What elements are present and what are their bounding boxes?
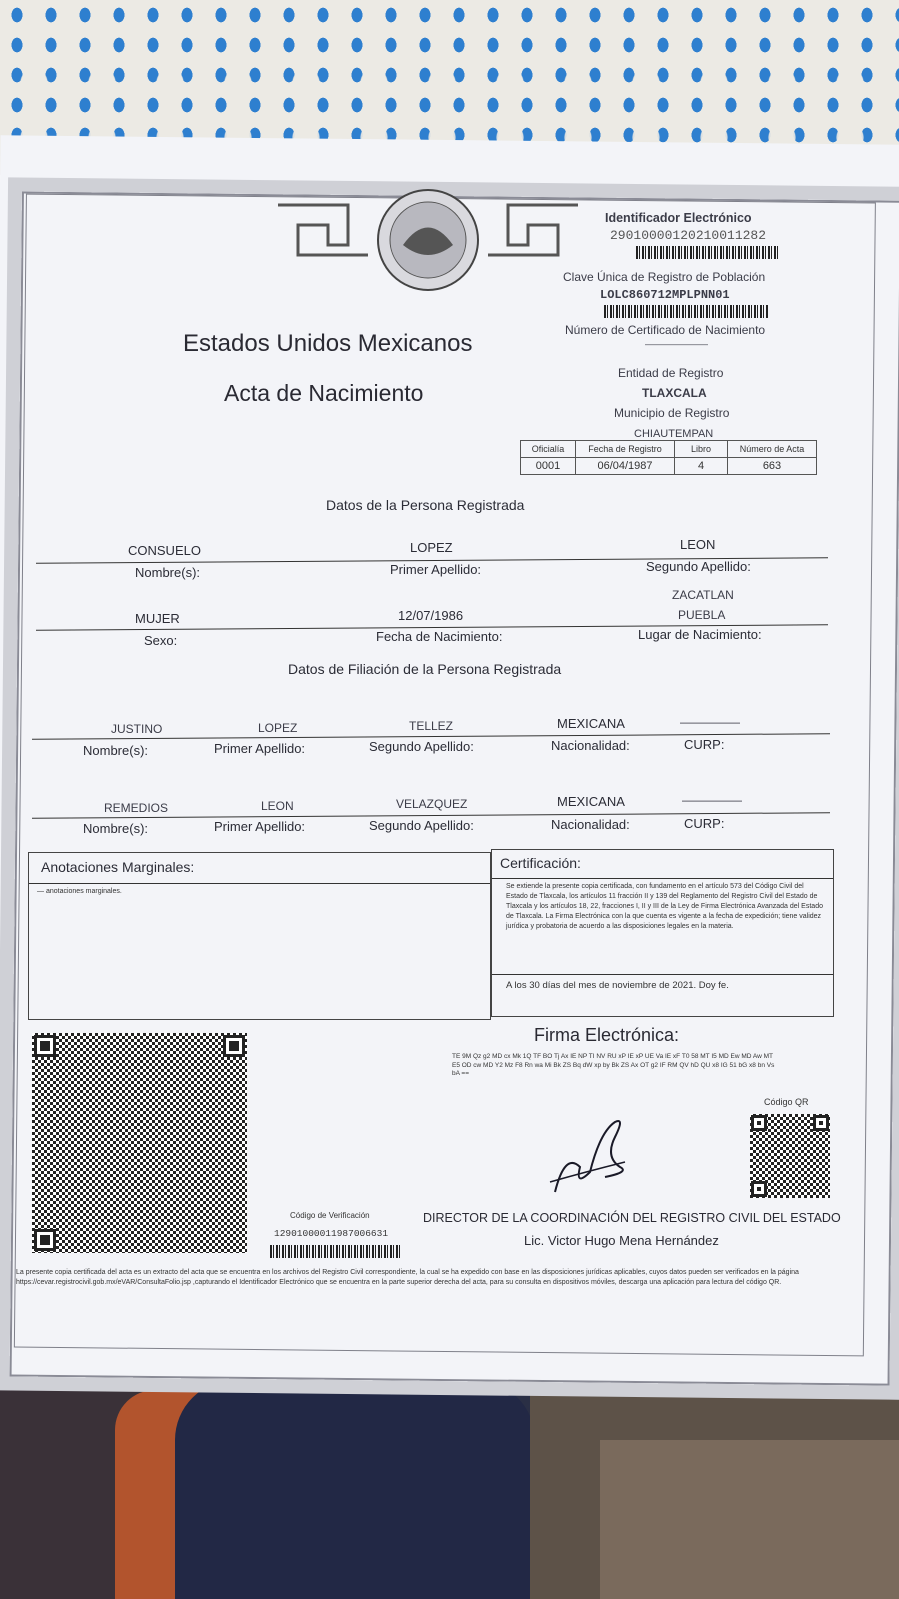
certificado-label: Número de Certificado de Nacimiento <box>565 323 766 337</box>
director-title: DIRECTOR DE LA COORDINACIÓN DEL REGISTRO CIVIL DEL ESTADO <box>423 1211 841 1225</box>
verification-qr-code-small <box>750 1114 830 1198</box>
firma-title: Firma Electrónica: <box>534 1025 680 1045</box>
certificacion-title: Certificación: <box>500 855 581 871</box>
fecha-registro-value: 06/04/1987 <box>576 458 675 475</box>
padre1-nacionalidad-label: Nacionalidad: <box>551 738 630 753</box>
th-numero-acta: Número de Acta <box>728 441 817 458</box>
anotaciones-box <box>28 852 491 1020</box>
country-title: Estados Unidos Mexicanos <box>183 330 473 357</box>
primer-apellido-label: Primer Apellido: <box>390 562 482 577</box>
registro-table <box>520 440 817 475</box>
lugar-line1: ZACATLAN <box>672 588 734 602</box>
padre1-primer: LOPEZ <box>258 721 298 735</box>
nombre-label: Nombre(s): <box>135 565 201 580</box>
sexo-label: Sexo: <box>144 633 178 648</box>
identificador-label: Identificador Electrónico <box>605 211 752 225</box>
padre1-primer-label: Primer Apellido: <box>214 741 306 756</box>
padre2-curp: ————— <box>682 793 742 807</box>
padre1-curp: ————— <box>680 715 740 729</box>
libro-value: 4 <box>675 458 728 475</box>
lugar-nacimiento-label: Lugar de Nacimiento: <box>638 627 762 642</box>
filiacion-section-title: Datos de Filiación de la Persona Registrada <box>288 661 562 677</box>
anotaciones-text: — anotaciones marginales. <box>37 888 122 895</box>
municipio-value: CHIAUTEMPAN <box>634 428 714 440</box>
curp-label: Clave Única de Registro de Población <box>563 270 766 284</box>
segundo-apellido-label: Segundo Apellido: <box>646 559 751 574</box>
padre1-segundo: TELLEZ <box>409 719 454 733</box>
verificacion-barcode <box>270 1245 402 1258</box>
municipio-label: Municipio de Registro <box>614 406 730 420</box>
persona-section-title: Datos de la Persona Registrada <box>326 497 525 513</box>
certificacion-text: Se extiende la presente copia certificada, con fundamento en el artículo 573 del Código Civil del Estado de Tlaxcala, los artículos 11 fracción II y 139 del Reglamento del Registro Civil del Estado de Tlaxcala y los artículos 18, 22, fracciones I, II y III de la Ley de Firma Electrónica Avanzada del Estado de Tlaxcala. La Firma Electrónica con la que cuenta es vigente a la fecha de expedición; tiene validez jurídica y probatoria de acuerdo a las disposiciones legales en la materia. <box>506 883 823 930</box>
padre2-nombre: REMEDIOS <box>104 801 169 815</box>
identificador-value: 29010000120210011282 <box>610 228 767 243</box>
document-title: Acta de Nacimiento <box>224 380 424 406</box>
verificacion-value: 12901000011987006631 <box>274 1228 389 1239</box>
persona-fecha-nacimiento: 12/07/1986 <box>398 608 464 623</box>
padre1-curp-label: CURP: <box>684 737 725 752</box>
padre2-segundo: VELAZQUEZ <box>396 797 468 811</box>
padre2-nacionalidad: MEXICANA <box>557 794 625 809</box>
th-fecha-registro: Fecha de Registro <box>576 441 675 458</box>
padre1-nacionalidad: MEXICANA <box>557 716 625 731</box>
national-seal-emblem <box>268 185 588 295</box>
lugar-line2: PUEBLA <box>678 608 726 622</box>
persona-sexo: MUJER <box>135 611 180 626</box>
certificacion-fecha: A los 30 días del mes de noviembre de 2021. Doy fe. <box>506 980 729 991</box>
padre1-nombre: JUSTINO <box>111 722 163 736</box>
qr-label: Código QR <box>764 1097 809 1107</box>
verification-qr-code-large <box>32 1033 247 1253</box>
th-libro: Libro <box>675 441 728 458</box>
padre1-segundo-label: Segundo Apellido: <box>369 739 474 754</box>
director-signature <box>545 1112 635 1202</box>
identificador-barcode <box>636 246 778 259</box>
persona-segundo-apellido: LEON <box>680 537 716 552</box>
padre2-nombre-label: Nombre(s): <box>83 821 149 836</box>
director-name: Lic. Victor Hugo Mena Hernández <box>524 1233 719 1248</box>
anotaciones-title: Anotaciones Marginales: <box>41 859 195 875</box>
padre2-segundo-label: Segundo Apellido: <box>369 818 474 833</box>
certificacion-box <box>491 849 834 1017</box>
footer-legal-text: La presente copia certificada del acta es un extracto del acta que se encuentra en los archivos del Registro Civil correspondiente, la cual se ha expedido con base en las disposiciones jurídicas aplicables, cuyos datos pueden ser verificados en la página https://cevar.registrocivil.gob.mx/eVAR/ConsultaFolio.jsp ,capturando el Identificador Electrónico que se encuentra en la parte superior derecha del acta, para su consulta en dispositivos móviles, descarga una aplicación para lectura del código QR. <box>16 1269 799 1286</box>
persona-primer-apellido: LOPEZ <box>410 540 453 555</box>
curp-barcode <box>604 305 768 318</box>
verificacion-label: Código de Verificación <box>290 1211 370 1220</box>
padre2-nacionalidad-label: Nacionalidad: <box>551 817 630 832</box>
oficialia-value: 0001 <box>521 458 576 475</box>
entidad-value: TLAXCALA <box>642 386 707 400</box>
certificado-value: ——————— <box>645 339 708 349</box>
persona-nombre: CONSUELO <box>128 543 201 558</box>
padre2-curp-label: CURP: <box>684 816 725 831</box>
padre2-primer: LEON <box>261 799 294 813</box>
entidad-label: Entidad de Registro <box>618 366 724 380</box>
fecha-nacimiento-label: Fecha de Nacimiento: <box>376 629 503 644</box>
padre2-primer-label: Primer Apellido: <box>214 819 306 834</box>
curp-value: LOLC860712MPLPNN01 <box>600 288 730 302</box>
firma-hash: TE 9M Qz g2 MD cx Mk 1Q TF BO Tj Ax IE NP TI NV RU xP IE xP UE Va IE xF T0 58 MT I5 MD Ew MD Aw MT E5 OD cw MD Y2 Mz F8 Rn wa Mi Bk ZS Bq dW xp by Bk ZS Ax OT g2 IF RM QV hD QU x8 IG 51 bG x8 bn Vs bA == <box>452 1053 775 1077</box>
padre1-nombre-label: Nombre(s): <box>83 743 149 758</box>
th-oficialia: Oficialía <box>521 441 576 458</box>
numero-acta-value: 663 <box>728 458 817 475</box>
background-floor <box>0 1380 899 1599</box>
